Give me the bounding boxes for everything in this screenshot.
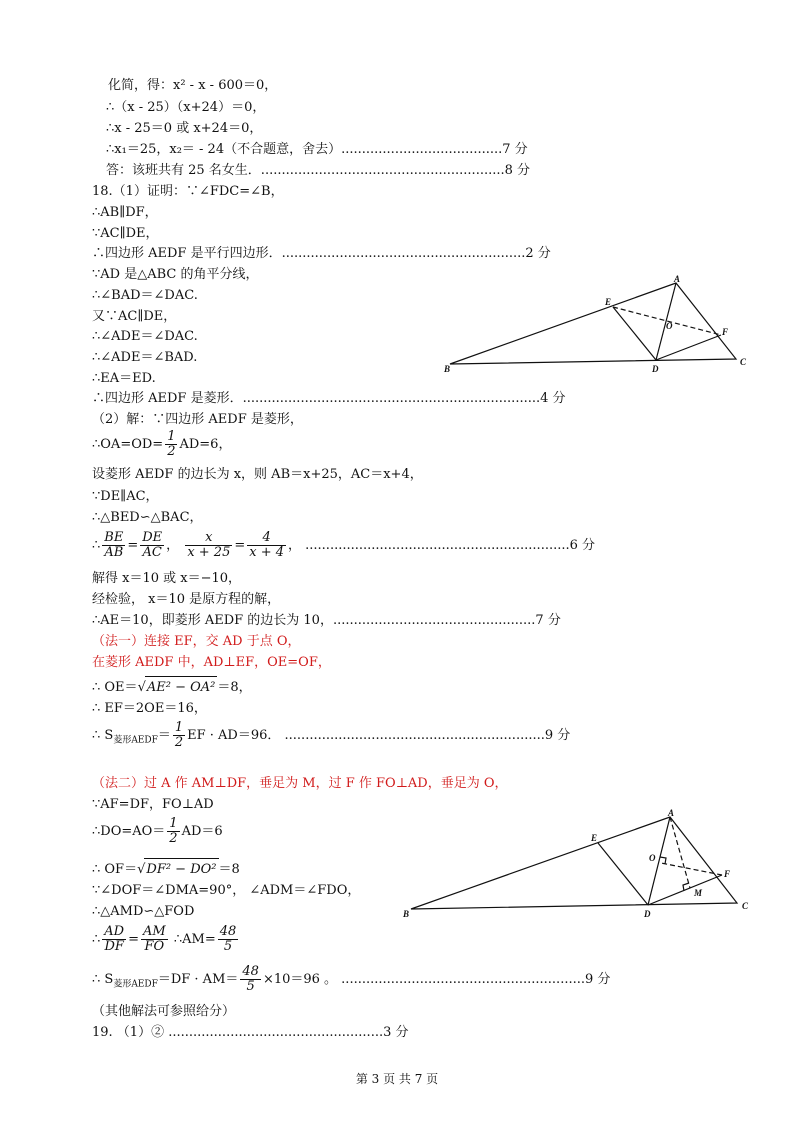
segment-ed bbox=[613, 307, 656, 360]
label-d: D bbox=[652, 364, 659, 374]
text-line-38: 19. （1）② ....................................................3 分 bbox=[92, 1025, 409, 1040]
text-line-11: ∴∠BAD＝∠DAC. bbox=[92, 288, 198, 303]
formula-oe bbox=[92, 676, 252, 699]
fraction: $\frac{4}{x + 4}$ bbox=[249, 530, 285, 560]
segment-ed bbox=[598, 843, 648, 905]
text-line-34: ∵∠DOF＝∠DMA=90°， ∠ADM＝∠FDO， bbox=[92, 883, 361, 898]
formula-text: ∴ OF＝ bbox=[92, 862, 138, 877]
fraction: $\frac{48}{5}$ bbox=[219, 924, 237, 954]
fraction: $\frac{1}{2}$ bbox=[167, 429, 176, 459]
radicand: DF² − DO² bbox=[144, 858, 218, 881]
label-d: D bbox=[644, 909, 651, 919]
formula-text: ＝DF · AM＝ bbox=[157, 972, 239, 987]
triangle-abc bbox=[450, 283, 736, 364]
page-footer: 第 3 页 共 7 页 bbox=[355, 1072, 439, 1086]
segment-df bbox=[656, 335, 721, 360]
formula-text: = bbox=[128, 932, 139, 947]
text-line-20: ∵DE∥AC， bbox=[92, 489, 159, 504]
fraction: $\frac{48}{5}$ bbox=[242, 964, 259, 994]
method-one-heading: （法一）连接 EF，交 AD 于点 O， bbox=[92, 634, 301, 649]
method-one-text: 在菱形 AEDF 中，AD⊥EF，OE=OF， bbox=[92, 655, 331, 670]
formula-text: ， ................................................................6 分 bbox=[288, 538, 596, 553]
formula-do-ao bbox=[92, 816, 223, 848]
label-a: A bbox=[668, 808, 675, 818]
formula-text: ∴ S bbox=[92, 728, 114, 743]
formula-text: AD=6， bbox=[179, 437, 232, 452]
label-f: F bbox=[724, 869, 731, 879]
text-line-5: 答：该班共有 25 名女生．...........................................................8 分 bbox=[106, 163, 531, 178]
label-e: E bbox=[605, 297, 612, 307]
text-line-37: （其他解法可参照给分） bbox=[92, 1004, 236, 1019]
text-line-12: 又∵AC∥DE， bbox=[92, 309, 177, 324]
label-o: O bbox=[666, 321, 673, 331]
text-line-24: 经检验， x＝10 是原方程的解， bbox=[92, 592, 281, 607]
method-two-heading: （法二）过 A 作 AM⊥DF，垂足为 M，过 F 作 FO⊥AD，垂足为 O， bbox=[92, 776, 508, 791]
formula-text: EF · AD＝96． ...............................................................9 分 bbox=[187, 728, 571, 743]
label-b: B bbox=[403, 909, 410, 919]
text-line-25: ∴AE＝10，即菱形 AEDF 的边长为 10，.................................................7 分 bbox=[92, 613, 561, 628]
label-m: M bbox=[694, 888, 703, 898]
formula-text: ＝8 bbox=[218, 862, 240, 877]
text-line-31: ∵AF=DF，FO⊥AD bbox=[92, 797, 214, 812]
label-c: C bbox=[740, 357, 747, 367]
fraction: $\frac{AD}{DF}$ bbox=[104, 924, 125, 954]
formula-text: ×10＝96 。 ...........................................................9 分 bbox=[262, 972, 611, 987]
fraction: $\frac{x}{x + 25}$ bbox=[187, 530, 231, 560]
text-line-23: 解得 x＝10 或 x＝−10， bbox=[92, 571, 242, 586]
formula-text: ∴ bbox=[92, 932, 101, 947]
formula-text: ∴DO=AO＝ bbox=[92, 824, 166, 839]
formula-text: ∴OA=OD= bbox=[92, 437, 164, 452]
label-e: E bbox=[591, 833, 598, 843]
segment-df bbox=[648, 875, 722, 905]
fraction: $\frac{DE}{AC}$ bbox=[142, 530, 163, 560]
sqrt-sign: √ bbox=[137, 862, 146, 877]
formula-oa-od bbox=[92, 430, 231, 460]
text-line-14: ∴∠ADE＝∠BAD. bbox=[92, 350, 198, 365]
label-f: F bbox=[722, 327, 729, 337]
text-line-1: 化简，得：x² - x - 600＝0， bbox=[108, 78, 278, 93]
text-line-3: ∴x - 25＝0 或 x+24＝0， bbox=[106, 121, 263, 136]
text-line-19: 设菱形 AEDF 的边长为 x，则 AB＝x+25，AC＝x+4， bbox=[92, 467, 423, 482]
text-line-9: ∴四边形 AEDF 是平行四边形．...........................................................2 分 bbox=[92, 246, 551, 261]
geometry-figure-1 bbox=[430, 275, 760, 380]
formula-area-method-two bbox=[92, 963, 610, 1002]
text-line-8: ∵AC∥DE， bbox=[92, 226, 159, 241]
text-line-6: 18.（1）证明：∵∠FDC=∠B， bbox=[92, 184, 284, 199]
label-a: A bbox=[674, 275, 681, 284]
fraction: $\frac{1}{2}$ bbox=[169, 816, 178, 846]
formula-text: ∴ bbox=[92, 538, 101, 553]
formula-text: ∴AM= bbox=[173, 932, 216, 947]
fraction: $\frac{BE}{AB}$ bbox=[104, 530, 124, 560]
geometry-figure-2 bbox=[398, 805, 758, 920]
sqrt-sign: √ bbox=[137, 680, 146, 695]
text-line-2: ∴（x - 25）（x+24）＝0， bbox=[106, 100, 266, 115]
formula-text: ∴ S bbox=[92, 972, 114, 987]
formula-text: AD＝6 bbox=[181, 824, 223, 839]
fraction: $\frac{AM}{FO}$ bbox=[143, 924, 166, 954]
formula-similarity bbox=[92, 530, 595, 562]
label-b: B bbox=[444, 364, 451, 374]
formula-text: = bbox=[234, 538, 246, 553]
formula-text: = bbox=[127, 538, 139, 553]
formula-area-method-one bbox=[92, 720, 570, 757]
text-line-21: ∴△BED∽△BAC， bbox=[92, 510, 203, 525]
formula-text: ＝ bbox=[157, 728, 171, 743]
text-line-10: ∵AD 是△ABC 的角平分线， bbox=[92, 267, 259, 282]
text-line-4: ∴x₁＝25，x₂＝ - 24（不合题意，舍去）.......................................7 分 bbox=[106, 142, 528, 157]
formula-text: ＝8， bbox=[217, 680, 252, 695]
subscript: 菱形AEDF bbox=[113, 735, 158, 746]
radicand: AE² − OA² bbox=[145, 676, 218, 699]
subscript: 菱形AEDF bbox=[113, 979, 158, 990]
formula-text: ， bbox=[166, 538, 180, 553]
text-line-15: ∴EA＝ED. bbox=[92, 371, 156, 386]
text-line-16: ∴四边形 AEDF 是菱形．........................................................................4 分 bbox=[92, 391, 566, 406]
formula-ef: ∴ EF＝2OE＝16， bbox=[92, 701, 207, 716]
segment-am-dashed bbox=[670, 817, 690, 888]
text-line-17: （2）解：∵四边形 AEDF 是菱形， bbox=[92, 412, 303, 427]
segment-fo-dashed bbox=[661, 863, 722, 875]
fraction: $\frac{1}{2}$ bbox=[174, 720, 184, 750]
triangle-abc bbox=[411, 817, 737, 909]
text-line-13: ∴∠ADE＝∠DAC. bbox=[92, 329, 198, 344]
label-c: C bbox=[742, 901, 749, 911]
formula-of bbox=[92, 858, 240, 881]
formula-am bbox=[92, 923, 240, 957]
text-line-7: ∴AB∥DF， bbox=[92, 205, 158, 220]
label-o: O bbox=[649, 853, 656, 863]
text-line-35: ∴△AMD∽△FOD bbox=[92, 904, 195, 919]
formula-text: ∴ OE＝ bbox=[92, 680, 138, 695]
